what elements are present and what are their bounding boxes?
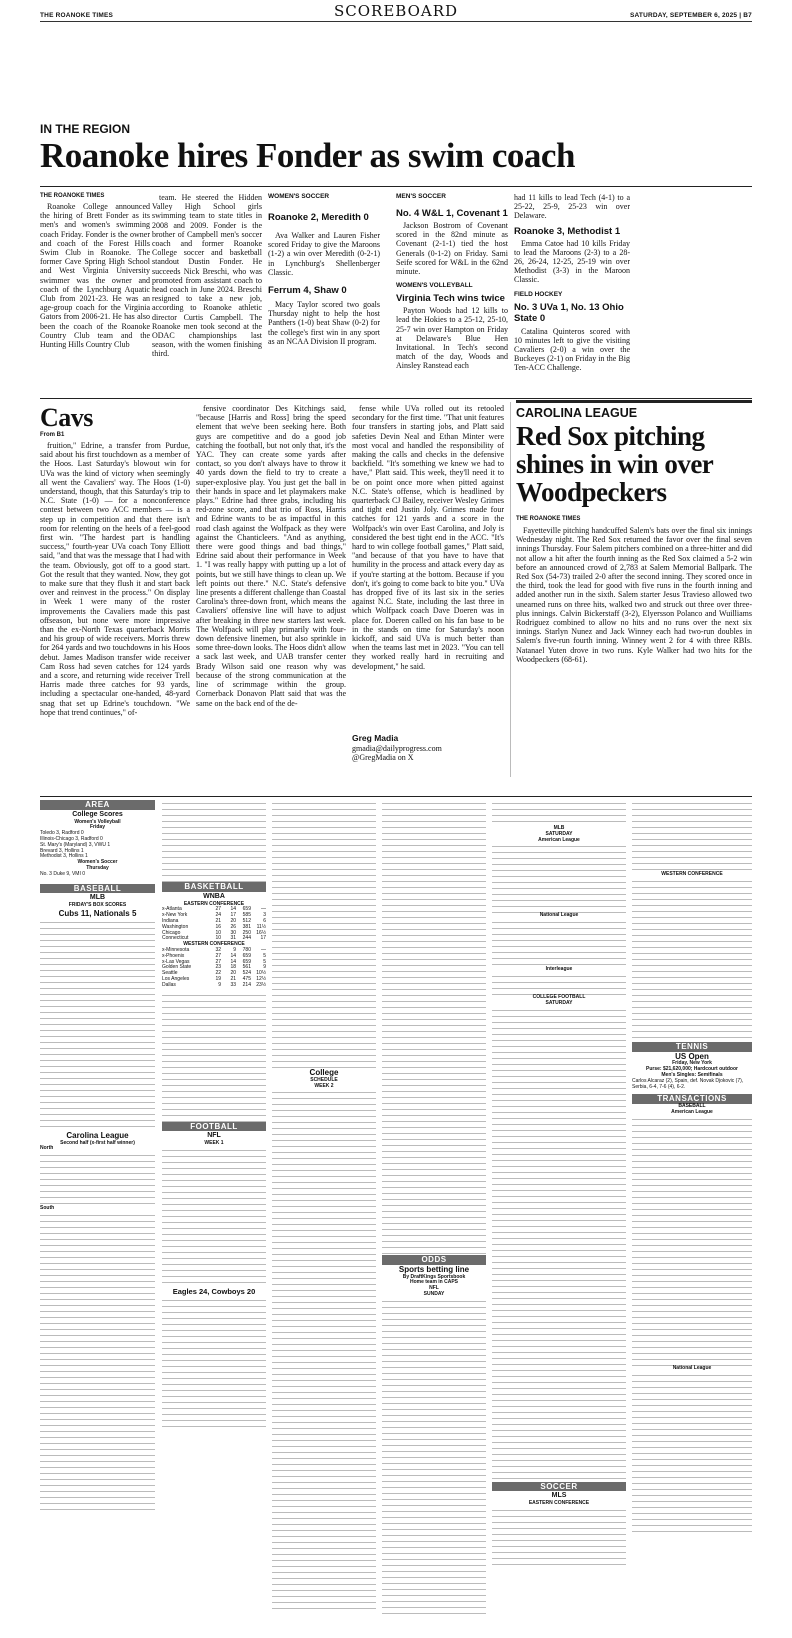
- carolina-standings-sub: Second half (x-first half winner): [60, 1139, 135, 1146]
- nl-odds: [492, 919, 626, 967]
- region-byline: THE ROANOKE TIMES: [40, 193, 105, 199]
- standings-row: x-New York 24 17 585 3: [162, 912, 266, 919]
- womens-soccer-brief: [268, 193, 380, 346]
- cubs-nats-title: Cubs 11, Nationals 5: [58, 908, 137, 918]
- odds-continued: [492, 800, 626, 826]
- baseball-header: BASEBALL: [40, 884, 155, 894]
- agate-col-transactions: [632, 800, 752, 1632]
- mlb-odds-al: American League: [538, 836, 580, 843]
- area-ws-day: Thursday: [86, 864, 109, 871]
- eagles-cowboys-title: Eagles 24, Cowboys 20: [172, 1286, 256, 1296]
- author-name: Greg Madia: [352, 733, 399, 743]
- cf-odds-label: COLLEGE FOOTBALL: [532, 993, 586, 1000]
- nfl-title: NFL: [207, 1132, 221, 1140]
- wnba-east-label: EASTERN CONFERENCE: [183, 900, 245, 907]
- tennis-title: US Open: [675, 1051, 709, 1061]
- wnba-west-table: [162, 948, 266, 989]
- transactions-al: American League: [671, 1108, 713, 1115]
- standings-row: x-Atlanta 27 14 659 —: [162, 906, 266, 913]
- college-schedule-title: College: [309, 1068, 339, 1077]
- al-odds: [492, 843, 626, 913]
- masthead-date: SATURDAY, SEPTEMBER 6, 2025 | B7: [629, 12, 752, 19]
- tennis-round: Men's Singles: Semifinals: [661, 1071, 723, 1078]
- area-ws-label: Women's Soccer: [77, 859, 118, 866]
- author-social[interactable]: @GregMadia on X: [352, 753, 414, 763]
- masthead-paper-name: THE ROANOKE TIMES: [40, 12, 114, 19]
- tennis-sub: Friday, New York: [672, 1060, 712, 1067]
- cavs-signature: [352, 733, 504, 762]
- mlb-odds-day: SATURDAY: [545, 830, 573, 837]
- mens-soccer-label: MEN'S SOCCER: [396, 193, 446, 200]
- standings-row: Golden State 23 18 561 9: [162, 964, 266, 971]
- carolina-story: Fayetteville pitching handcuffed Salem's bats over the final six innings Wednesday night. The Red Sox returned the favor over the final seven innings Thursday. Four Salem pitchers combined on a three-hitter and did not allow a hit after the fourth inning as the Red Sox claimed a 5-2 win before an announced crowd of 2,783 at Salem Memorial Ballpark. The Red Sox (54-73) trailed 2-0 after the second inning. They scored once in the third, took the lead for good with five runs in the fourth inning and added another run in the sixth. Salem starter Jesus Travieso allowed two unearned runs on three hits, walked two and struck out three over three-plus innings. Calvin Bickerstaff (3-2), Elyersson Polanco and Wuilliams Rodriguez combined to allow no hits and no runs over the next six innings. Starlyn Nunez and Jack Winney each had two-run doubles in Salem's five-run fourth inning. Winney went 2 for 4 with three RBIs. Natanael Yuten drove in two runs. Kyle Walker had two hits for the Woodpeckers (68-61).: [516, 526, 752, 664]
- region-headline: Roanoke hires Fonder as swim coach: [40, 136, 575, 175]
- womens-soccer-game-2-title: Ferrum 4, Shaw 0: [268, 285, 347, 297]
- tennis-header: TENNIS: [632, 1042, 752, 1052]
- wnba-title: WNBA: [203, 892, 225, 900]
- cavs-col-1: fruition," Edrine, a transfer from Purdue, said about his first touchdown as a member of the Hoos. Last Saturday's blowout win for UVa was the kind of victory when seemingly all went the Cavaliers' way. The Hoos (1-0) understand, though, that this Saturday's trip to N.C. State (1-0) — for a nonconference contest between two ACC members — is a step up in competition and that there isn't room for relenting on the heels of a feel-good first win. "The hardest part is handling success," fourth-year UVa coach Tony Elliott said, "and that was the message that I had with the team. Obviously, got off to a good start. Got the result that they wanted. Now, they got to make sure that they flush it and start back over and reinvest in the process." On display in Week 1 were many of the roster improvements the Cavaliers made this past offseason, but none were more impressive than the ex-North Texas quarterback Morris and his group of wide receivers. Morris threw for 264 yards and two touchdowns in his Hoos debut. James Madison transfer wide receiver Cam Ross had seven catches for 124 yards and a score, and returning wide receiver Trell Harris made three catches for 93 yards, including a spectacular one-handed, 48-yard snag that set up Edrine's touchdown. "We hope that trend continues," of-: [40, 441, 190, 717]
- standings-row: Chicago 10 30 250 16½: [162, 929, 266, 936]
- field-hockey-text: Catalina Quinteros scored with 10 minutes left to give the visiting Cavaliers (2-0) a win over the Buckeyes (2-1) on Friday in the Big Ten-ACC Challenge.: [514, 326, 630, 373]
- schedule-continued: [382, 800, 486, 1255]
- nl-transactions: [632, 1372, 752, 1532]
- womens-soccer-game-2: Macy Taylor scored two goals Thursday night to help the host Panthers (1-0) beat Shaw (0-2) for the college's first win in any sport as an NCAA Division II program.: [268, 300, 380, 346]
- cavs-title: Cavs: [40, 403, 93, 432]
- standings-row: Dallas 9 33 214 23½: [162, 981, 266, 988]
- area-vb-line: Methodist 3, Hollins 1: [40, 853, 88, 860]
- odds-nfl: NFL: [429, 1285, 439, 1292]
- football-header: FOOTBALL: [162, 1122, 266, 1132]
- mls-west-table: [632, 878, 752, 1038]
- mens-soccer-brief: [396, 193, 508, 371]
- soccer-header: SOCCER: [492, 1482, 626, 1492]
- college-schedule-list: [272, 1089, 376, 1609]
- basketball-header: BASKETBALL: [162, 882, 266, 892]
- area-vb-day: Friday: [89, 824, 105, 831]
- odds-by: By DraftKings Sportsbook: [402, 1273, 466, 1280]
- standings-row: Washington 16 26 381 11½: [162, 923, 266, 930]
- masthead: [40, 2, 752, 22]
- field-hockey-label: FIELD HOCKEY: [514, 290, 563, 298]
- agate-col-area: [40, 800, 155, 1632]
- scores-continued: [162, 800, 266, 882]
- box-score-table: [40, 919, 155, 1131]
- agate-col-basketball: [162, 800, 266, 1632]
- mens-soccer-game: Jackson Bostrom of Covenant scored in the 82nd minute as Covenant (2-1-1) tied the host Generals (0-1-2) on Friday. Sami Seife scored for W&L in the 62nd minute.: [396, 221, 508, 277]
- standings-row: Indiana 21 20 512 6: [162, 917, 266, 924]
- volleyball-continued: had 11 kills to lead Tech (4-1) to a 25-22, 25-9, 25-23 win over Delaware.: [514, 193, 630, 221]
- mls-east-table: [492, 1507, 626, 1567]
- roanoke-volleyball-text: Emma Catoe had 10 kills Friday to lead the Maroons (2-3) to a 28-26, 26-24, 12-25, 25-19 win over Methodist (3-3) in the Maroon Classic.: [514, 238, 630, 285]
- area-header: AREA: [40, 800, 155, 810]
- south-standings-and-results: [40, 1212, 155, 1512]
- region-col-1: Roanoke College announced the hiring of Brett Fonder as its men's and women's swimming coach Friday. Fonder is the owner and coach of the Forest Hills Swim Club in Roanoke. The former Cave Spring High School and West Virginia University swimmer was the owner and coach of the Lynchburg Aquatic Club from 2021-23. He was an age-group coach for the Virginia Gators from 2006-21. He has also been the coach of the Roanoke Country Club team and the Hunting Hills Country Club: [40, 202, 150, 350]
- region-kicker: IN THE REGION: [40, 122, 131, 136]
- north-division: North: [40, 1145, 54, 1152]
- standings-row: x-Phoenix 27 14 659 5: [162, 952, 266, 959]
- nfl-week: WEEK 1: [204, 1140, 224, 1147]
- cavs-col-2: fensive coordinator Des Kitchings said, "because [Harris and Ross] bring the speed element that we've been seeking here. Both guys are competitive and do a good job catching the football, but not only that, it's the YAC. They can create some yards after contact, so you don't always have to throw it 40 yards down the field to try to create a super-explosive play. You just get the ball in their hands in space and let playmakers make plays." Edrine had three grabs, including his red-zone score, and that trio of Ross, Harris and Edrine wants to be as impactful in this road clash against the Wolfpack as they were against the Chanticleers. "And as anything, there were good things and bad things," Edrine said about their performance in Week 1. "I was really happy with putting up a lot of points, but we still have things to clean up. We left points out there." N.C. State's defensive line presents a different challenge than Coastal Carolina's three-down front, which means the Cavaliers' offensive line will have to adjust after breaking in three new starters last week. The Wolfpack will play primarily with four-down defensive linemen, but also sprinkle in some three-down looks. The Hoos didn't allow a sack last week, and UAB transfer center Brady Wilson said one reason why was because of the strong communication at the line of scrimmage within the group. Cornerback Donavon Platt said that was the same on the back end of the de-: [196, 404, 346, 708]
- north-standings: [40, 1152, 155, 1206]
- cavs-from: From B1: [40, 432, 65, 438]
- carolina-league-standings-title: Carolina League: [66, 1130, 129, 1140]
- womens-soccer-game-1-title: Roanoke 2, Meredith 0: [268, 212, 369, 223]
- agate-col-football: [272, 800, 376, 1632]
- author-email[interactable]: gmadia@dailyprogress.com: [352, 744, 442, 753]
- schedule-label: SCHEDULE: [310, 1076, 338, 1083]
- mls-east-label: EASTERN CONFERENCE: [528, 1500, 590, 1507]
- cf-odds-day: SATURDAY: [545, 999, 573, 1006]
- schedule-week: WEEK 2: [314, 1082, 334, 1089]
- inter-odds: [492, 973, 626, 995]
- cavs-col-3: fense while UVa rolled out its retooled secondary for the first time. "That unit features four transfers in starting jobs, and Platt said safeties Devin Neal and Ethan Minter were most vocal and handled the responsibility of making the calls and checks in the defensive backfield. "It's something we knew we had to have," Platt said. This week, they'll need it to be on point once more when pitted against N.C. State's offense, which is headlined by quarterback CJ Bailey, receiver Wesley Grimes and tight end Justin Joly. Grimes made four catches for 121 yards and a score in the Wolfpack's win over East Carolina, and Joly is considered the best tight end in the ACC. "It's hard to win college football games," Platt said, "and because of that you have to have that humility in the process and attack every day as if you're starting at the bottom. Because if you don't, it's going to come back to bite you." UVa has dropped five of its last six in the series against N.C. State, including the last three in which Wolfpack coach Dave Doeren was in place for. Doeren called on his fan base to be in the stands on time for Saturday's noon kickoff, and said UVa is much better than when the teams last met in 2023. "You can tell they worked really hard in recruiting and development," he said.: [352, 404, 504, 671]
- agate-col-odds: [382, 800, 486, 1632]
- volleyball-title: Virginia Tech wins twice: [396, 293, 505, 305]
- mlb-odds-nl: National League: [539, 912, 579, 919]
- carolina-headline: Red Sox pitching shines in win over Woodpeckers: [516, 421, 713, 507]
- tennis-purse: Purse: $21,620,000; Hardcourt outdoor: [646, 1066, 738, 1073]
- standings-row: x-Minnesota 32 9 780 —: [162, 946, 266, 953]
- area-vb-line: Toledo 3, Radford 0: [40, 830, 84, 837]
- nfl-schedule: [162, 1147, 266, 1287]
- carolina-kicker: CAROLINA LEAGUE: [516, 406, 638, 420]
- standings-row: Connecticut 10 31 244 17: [162, 935, 266, 942]
- carolina-byline: THE ROANOKE TIMES: [516, 516, 581, 522]
- area-vb-line: Brevard 3, Hollins 1: [40, 847, 84, 854]
- south-division: South: [40, 1205, 55, 1212]
- wnba-results: [162, 992, 266, 1122]
- box-scores-label: FRIDAY'S BOX SCORES: [68, 902, 127, 909]
- womens-soccer-label: WOMEN'S SOCCER: [268, 193, 330, 200]
- transactions-header: TRANSACTIONS: [632, 1094, 752, 1104]
- volleyball-label: WOMEN'S VOLLEYBALL: [396, 282, 473, 290]
- mls-east-continued: [632, 800, 752, 872]
- area-vb-line: St. Mary's (Maryland) 3, VWU 1: [40, 841, 111, 848]
- transactions-sport: BASEBALL: [678, 1103, 706, 1110]
- cf-odds-table: [492, 1007, 626, 1482]
- mls-west-label: WESTERN CONFERENCE: [661, 871, 723, 877]
- odds-header: ODDS: [382, 1255, 486, 1265]
- area-ws-line: No. 3 Duke 9, VMI 0: [40, 870, 86, 877]
- agate-col-mlb-odds: [492, 800, 626, 1632]
- mls-title: MLS: [551, 1492, 567, 1500]
- odds-note: Home team in CAPS: [409, 1279, 459, 1286]
- volleyball-text: Payton Woods had 12 kills to lead the Hokies to a 25-12, 25-10, 25-7 win over Hampton on Friday at Delaware's Blue Hen Invitational. In Tech's second match of the day, Woods and Ainsley Ranstead each: [396, 306, 508, 371]
- standings-row: Seattle 22 20 524 10½: [162, 970, 266, 977]
- mlb-title: MLB: [89, 894, 106, 902]
- col4-briefs: [514, 193, 630, 373]
- eagles-cowboys-box: [162, 1297, 266, 1427]
- womens-soccer-game-1: Ava Walker and Lauren Fisher scored Friday to give the Maroons (1-2) a win over Meredith (0-2-1) in Lynchburg's Shellenberger Classic.: [268, 231, 380, 277]
- mens-soccer-game-title: No. 4 W&L 1, Covenant 1: [396, 208, 508, 219]
- wnba-west-label: WESTERN CONFERENCE: [183, 941, 245, 948]
- nfl-odds-table: [382, 1298, 486, 1618]
- area-vb-label: Women's Volleyball: [74, 818, 121, 825]
- standings-row: Los Angeles 19 21 475 12½: [162, 975, 266, 982]
- team-stats: [272, 800, 376, 1068]
- transactions-nl: National League: [672, 1364, 712, 1371]
- roanoke-volleyball-title: Roanoke 3, Methodist 1: [514, 225, 621, 237]
- mlb-odds-inter: Interleague: [545, 966, 573, 973]
- area-vb-line: Illinois-Chicago 3, Radford 0: [40, 835, 103, 842]
- tennis-result: Carlos Alcaraz (2), Spain, def. Novak Djokovic (7), Serbia, 6-4, 7-6 (4), 6-2.: [632, 1077, 744, 1090]
- region-col-2: team. He steered the Hidden Valley High School girls swimming team to state titles in 2008 and 2009. Fonder is the brother of Campbell men's soccer coach and former Roanoke College soccer and basketball standout Dustin Fonder. He succeeds Nick Breschi, who was promoted from assistant coach to head coach in June 2024. Breschi resigned to take a new job, according to Roanoke athletic director Curtis Campbell. The Roanoke men took second at the ODAC championships last season, with the women finishing third.: [152, 193, 262, 359]
- standings-row: x-Las Vegas 27 14 659 5: [162, 958, 266, 965]
- odds-title: Sports betting line: [398, 1264, 470, 1274]
- mlb-odds-label: MLB: [553, 825, 565, 831]
- area-title: College Scores: [72, 810, 123, 818]
- wnba-east-table: [162, 907, 266, 942]
- field-hockey-title: No. 3 UVa 1, No. 13 Ohio State 0: [514, 301, 624, 324]
- odds-day: SUNDAY: [423, 1290, 445, 1297]
- al-transactions: [632, 1116, 752, 1366]
- masthead-section: SCOREBOARD: [333, 2, 459, 20]
